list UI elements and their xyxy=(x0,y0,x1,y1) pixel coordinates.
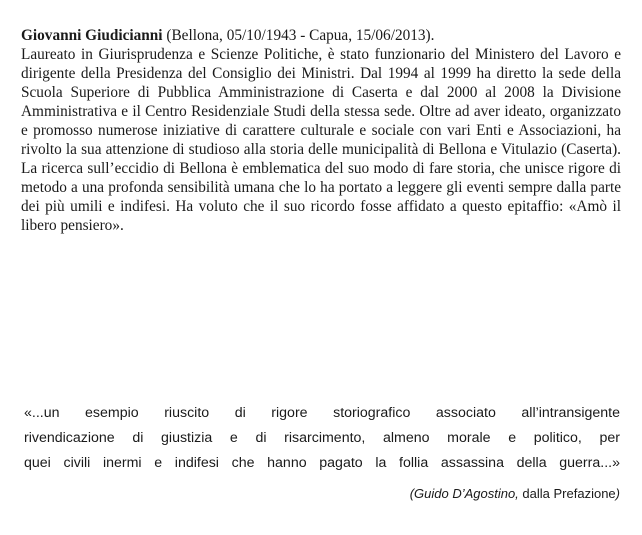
quote-line: rivendicazione di giustizia e di risarcimento, almeno morale e politico, per xyxy=(24,430,620,446)
quote-line: «...un esempio riuscito di rigore storiografico associato all’intransigente xyxy=(24,405,620,421)
author-name: Giovanni Giudicianni xyxy=(21,27,163,44)
attribution-close: ) xyxy=(615,486,620,501)
quote-attribution xyxy=(410,486,620,502)
bio-text: Laureato in Giurisprudenza e Scienze Politiche, è stato funzionario del Ministero del Lavoro e dirigente della Presidenza del Consiglio dei Ministri. Dal 1994 al 1999 ha diretto la sede della Scuola Superiore di Pubblica Amministrazione di Caserta e dal 2000 al 2008 la Divisione Amministrativa e il Centro Residenziale Studi della stessa sede. Oltre ad aver ideato, organizzato e promosso numerose iniziative di carattere culturale e sociale con vari Enti e Associazioni, ha rivolto la sua attenzione di studioso alla storia delle municipalità di Bellona e Vitulazio (Caserta). La ricerca sull’eccidio di Bellona è emblematica del suo modo di fare storia, che unisce rigore di metodo a una profonda sensibilità umana che lo ha portato a leggere gli eventi sempre dalla parte dei più umili e indifesi. Ha voluto che il suo ricordo fosse affidato a questo epitaffio: «Amò il libero pensiero». xyxy=(21,46,621,234)
quote-line: quei civili inermi e indifesi che hanno pagato la follia assassina della guerra...» xyxy=(24,455,620,471)
preface-quote xyxy=(24,401,620,476)
attribution-author: (Guido D’Agostino, xyxy=(409,486,519,501)
author-dates: (Bellona, 05/10/1943 - Capua, 15/06/2013). xyxy=(162,27,435,44)
author-bio xyxy=(21,26,621,235)
attribution-source: dalla Prefazione xyxy=(518,486,616,501)
